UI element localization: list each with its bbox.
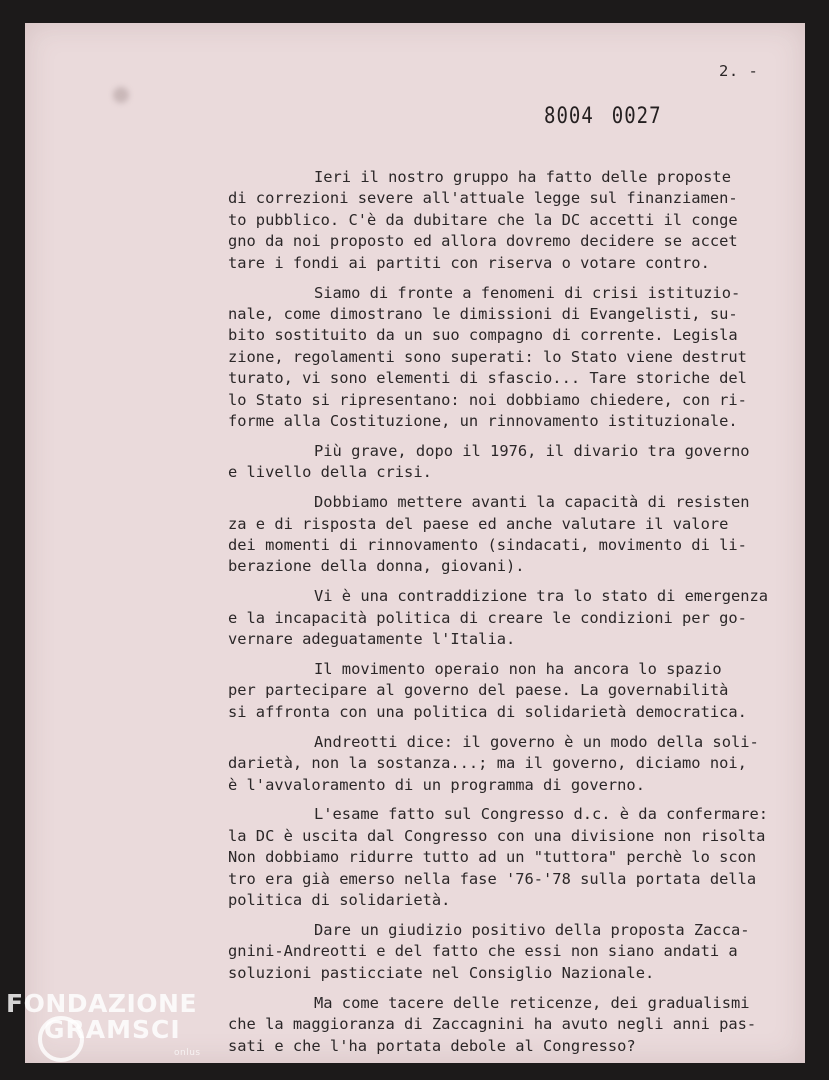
watermark-line2: GRAMSCI [44,1015,181,1044]
text-line: gnini-Andreotti e del fatto che essi non siano andati a [228,942,738,961]
text-line: gno da noi proposto ed allora dovremo decidere se accet [228,232,738,251]
text-line: soluzioni pasticciate nel Consiglio Nazionale. [228,963,655,982]
paragraph [228,492,798,578]
text-line: e la incapacità politica di creare le condizioni per go- [228,608,747,627]
text-line: Vi è una contraddizione tra lo stato di emergenza [314,587,769,606]
text-line: la DC è uscita dal Congresso con una divisione non risolta [228,826,766,845]
watermark-onlus: onlus [174,1048,201,1058]
paragraph [228,167,798,274]
text-line: Ma come tacere delle reticenze, dei gradualismi [314,993,750,1012]
text-line: turato, vi sono elementi di sfascio... Tare storiche del [228,369,747,388]
text-line: bito sostituito da un suo compagno di corrente. Legisla [228,326,738,345]
text-line: zione, regolamenti sono superati: lo Stato viene destrut [228,347,747,366]
text-line: lo Stato si ripresentano: noi dobbiamo chiedere, con ri- [228,390,747,409]
text-line: Dare un giudizio positivo della proposta Zacca- [314,921,750,939]
text-line: di correzioni severe all'attuale legge sul finanziamen- [228,189,738,208]
fondazione-gramsci-watermark [6,989,201,1058]
watermark-line1: FONDAZIONE [6,989,198,1018]
text-line: Più grave, dopo il 1976, il divario tra governo [314,441,750,460]
paragraph [228,659,798,723]
paper-stain [113,87,129,103]
text-line: vernare adeguatamente l'Italia. [228,630,516,649]
text-line: Ieri il nostro gruppo ha fatto delle proposte [314,168,731,186]
text-line: per partecipare al governo del paese. La governabilità [228,681,729,700]
archive-code-part: 8004 [544,103,594,129]
text-line: Andreotti dice: il governo è un modo della soli- [314,732,759,751]
text-line: forme alla Costituzione, un rinnovamento istituzionale. [228,411,738,430]
text-line: Dobbiamo mettere avanti la capacità di resisten [314,493,750,512]
paragraph [228,586,798,650]
text-line: tare i fondi ai partiti con riserva o votare contro. [228,253,710,272]
text-line: e livello della crisi. [228,463,432,482]
text-line: za e di risposta del paese ed anche valutare il valore [228,514,729,533]
text-line: sati e che l'ha portata debole al Congresso? [228,1036,636,1055]
paragraph [228,804,798,911]
text-line: to pubblico. C'è da dubitare che la DC accetti il conge [228,210,738,229]
paragraph [228,993,798,1057]
text-line: dei momenti di rinnovamento (sindacati, movimento di li- [228,536,747,554]
text-line: darietà, non la sostanza...; ma il governo, diciamo noi, [228,754,747,773]
text-line: berazione della donna, giovani). [228,557,525,576]
page-number: 2. - [719,62,759,80]
document-body [228,167,798,1065]
archive-code-part: 0027 [611,103,662,129]
text-line: che la maggioranza di Zaccagnini ha avuto negli anni pas- [228,1015,757,1034]
text-line: L'esame fatto sul Congresso d.c. è da confermare: [314,805,769,824]
text-line: politica di solidarietà. [228,891,451,910]
text-line: nale, come dimostrano le dimissioni di Evangelisti, su- [228,304,738,323]
paragraph [228,732,798,796]
paragraph [228,283,798,433]
paragraph [228,441,798,484]
text-line: Non dobbiamo ridurre tutto ad un "tuttora" perchè lo scon [228,848,757,867]
text-line: Il movimento operaio non ha ancora lo spazio [314,660,722,679]
text-line: è l'avvaloramento di un programma di governo. [228,775,645,794]
text-line: si affronta con una politica di solidarietà democratica. [228,702,747,721]
text-line: tro era già emerso nella fase '76-'78 sulla portata della [228,869,757,888]
archive-code [544,103,680,128]
paragraph [228,920,798,984]
text-line: Siamo di fronte a fenomeni di crisi istituzio- [314,283,741,302]
